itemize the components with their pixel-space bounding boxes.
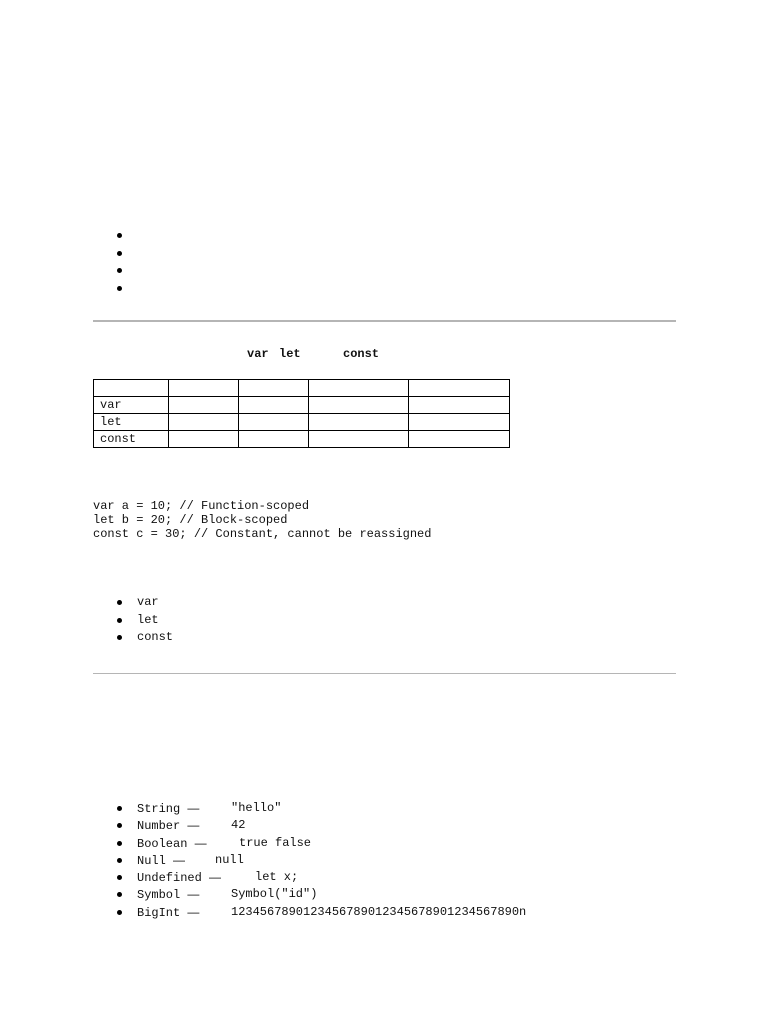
type-example: 1234567890123456789012345678901234567890n	[231, 904, 527, 919]
table-cell	[169, 380, 239, 397]
type-name: Undefined	[137, 871, 202, 886]
list-item	[113, 630, 173, 648]
list-item	[113, 904, 527, 922]
list-item	[113, 801, 282, 818]
dash-separator: —	[209, 870, 222, 885]
bullet-icon	[117, 806, 122, 811]
dash-separator: —	[187, 904, 200, 919]
table-cell	[169, 397, 239, 414]
bullet-icon	[117, 858, 122, 863]
data-types-list	[113, 801, 527, 922]
heading-keyword-let: let	[279, 347, 301, 361]
list-item	[113, 595, 173, 613]
table-header-row	[94, 380, 510, 397]
bullet-icon	[117, 910, 122, 915]
dash-separator: —	[173, 852, 186, 867]
type-name: Null	[137, 853, 166, 868]
table-cell	[169, 414, 239, 431]
bullet-icon	[117, 841, 122, 846]
table-row	[94, 414, 510, 431]
table-row	[94, 431, 510, 448]
bullet-icon	[117, 268, 122, 273]
keyword-label: var	[137, 595, 159, 609]
dash-separator: —	[194, 835, 207, 850]
table-cell	[309, 380, 409, 397]
bullet-icon	[117, 251, 122, 256]
type-name: Symbol	[137, 888, 181, 903]
bullet-icon	[117, 823, 122, 828]
type-example: "hello"	[231, 801, 282, 815]
type-name: Number	[137, 819, 181, 834]
code-line: const c = 30; // Constant, cannot be reassigned	[93, 527, 432, 541]
bullet-icon	[117, 600, 122, 605]
heading-keyword-const: const	[343, 347, 380, 361]
code-line: var a = 10; // Function-scoped	[93, 499, 310, 513]
type-example: true false	[239, 835, 312, 850]
bullet-icon	[117, 618, 122, 623]
list-item	[113, 835, 312, 853]
bullet-icon	[117, 892, 122, 897]
type-name: String	[137, 802, 181, 816]
keyword-list	[113, 595, 173, 648]
table-cell	[94, 380, 169, 397]
table-cell	[239, 414, 309, 431]
list-item	[113, 870, 299, 887]
table-row	[94, 397, 510, 414]
type-example: null	[215, 852, 244, 867]
bullet-icon	[117, 233, 122, 238]
list-item	[113, 281, 137, 299]
list-item	[113, 818, 246, 835]
table-cell	[239, 431, 309, 448]
table-cell	[169, 431, 239, 448]
table-cell	[309, 431, 409, 448]
intro-bullet-list	[113, 228, 137, 298]
list-item	[113, 228, 137, 246]
list-item	[113, 263, 137, 281]
type-example: Symbol("id")	[231, 887, 318, 902]
table-cell	[239, 380, 309, 397]
table-cell: var	[94, 397, 169, 414]
table-cell	[309, 414, 409, 431]
keyword-label: const	[137, 630, 174, 644]
table-cell: const	[94, 431, 169, 448]
table-cell	[309, 397, 409, 414]
bullet-icon	[117, 635, 122, 640]
code-line: let b = 20; // Block-scoped	[93, 513, 288, 527]
table-cell	[409, 414, 510, 431]
type-example: let x;	[255, 870, 299, 885]
comparison-table	[93, 379, 510, 448]
dash-separator: —	[187, 818, 200, 833]
type-name: Boolean	[137, 836, 188, 851]
dash-separator: —	[187, 801, 200, 815]
bullet-icon	[117, 875, 122, 880]
code-block	[93, 499, 431, 541]
type-example: 42	[231, 818, 246, 833]
list-item	[113, 246, 137, 264]
list-item	[113, 887, 318, 904]
list-item	[113, 852, 244, 870]
section-divider	[93, 320, 676, 322]
type-name: BigInt	[137, 905, 181, 920]
table-cell: let	[94, 414, 169, 431]
dash-separator: —	[187, 887, 200, 902]
list-item	[113, 613, 173, 631]
table-cell	[409, 380, 510, 397]
keyword-label: let	[137, 612, 159, 627]
table-cell	[239, 397, 309, 414]
heading-keyword-var: var	[247, 347, 269, 361]
bullet-icon	[117, 286, 122, 291]
section-divider	[93, 673, 676, 674]
table-cell	[409, 431, 510, 448]
table-cell	[409, 397, 510, 414]
